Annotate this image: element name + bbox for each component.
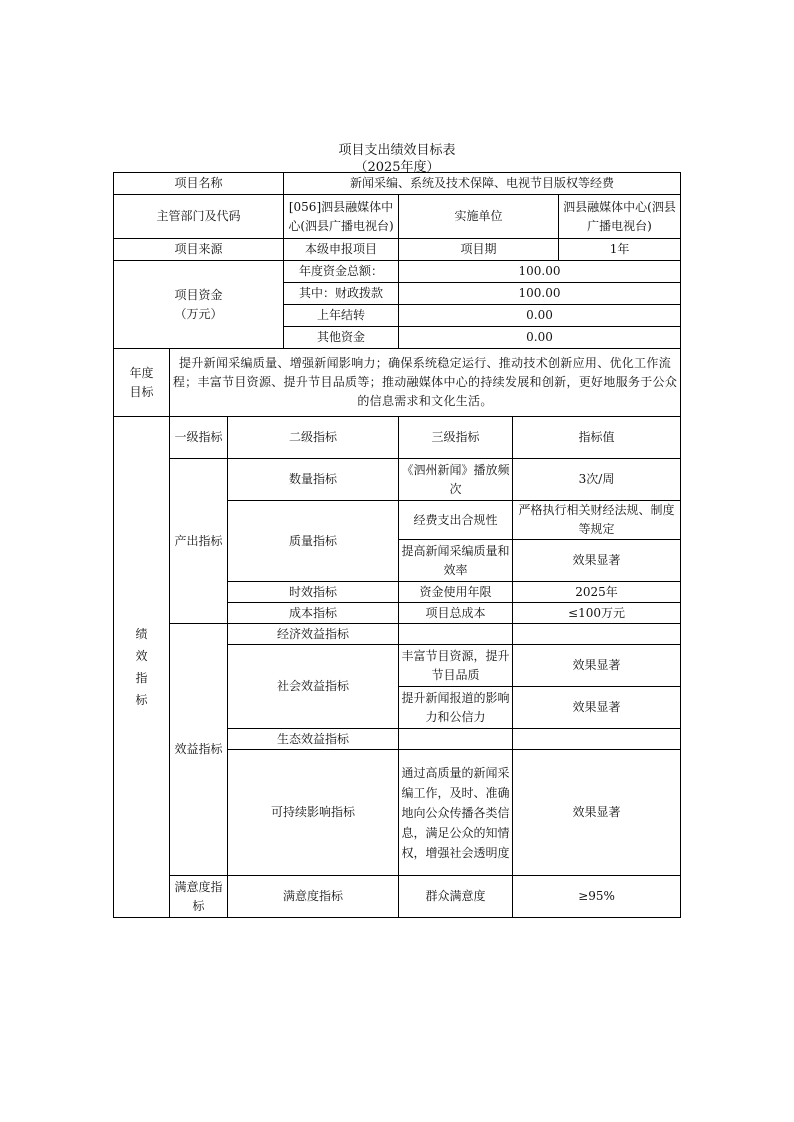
social-value: 效果显著 — [513, 645, 681, 687]
funds-label-cell — [114, 261, 284, 349]
cost-item: 项目总成本 — [399, 603, 513, 624]
header-l1: 一级指标 — [170, 417, 228, 459]
project-name-label: 项目名称 — [114, 173, 284, 195]
project-name-row — [114, 173, 681, 195]
social-item: 丰富节目资源，提升节目品质 — [399, 645, 513, 687]
quality-value: 效果显著 — [513, 540, 681, 582]
funds-fiscal-value: 100.00 — [399, 283, 681, 305]
eco-label: 生态效益指标 — [228, 729, 399, 750]
funds-label: 项目资金 — [174, 287, 223, 302]
table-row — [114, 624, 681, 645]
satisfaction-l2: 满意度指标 — [228, 876, 399, 918]
funds-other-label: 其他资金 — [284, 327, 399, 349]
quality-item: 经费支出合规性 — [399, 501, 513, 540]
source-row — [114, 239, 681, 261]
source-value: 本级申报项目 — [284, 239, 399, 261]
period-value: 1年 — [559, 239, 681, 261]
perf-side-label-cell — [114, 417, 170, 918]
time-value: 2025年 — [513, 582, 681, 603]
goal-label-1: 年度 — [129, 365, 154, 380]
cost-value: ≤100万元 — [513, 603, 681, 624]
funds-carryover-label: 上年结转 — [284, 305, 399, 327]
satisfaction-item: 群众满意度 — [399, 876, 513, 918]
quantity-label: 数量指标 — [228, 459, 399, 501]
impl-label: 实施单位 — [399, 195, 559, 239]
dept-row — [114, 195, 681, 239]
project-name-value: 新闻采编、系统及技术保障、电视节目版权等经费 — [284, 173, 681, 195]
eco-value — [513, 729, 681, 750]
perf-side-char: 绩 — [135, 627, 148, 641]
sustain-item: 通过高质量的新闻采编工作，及时、准确地向公众传播各类信息，满足公众的知情权，增强社会透明度 — [399, 750, 513, 876]
cost-label: 成本指标 — [228, 603, 399, 624]
funds-carryover-value: 0.00 — [399, 305, 681, 327]
social-label: 社会效益指标 — [228, 645, 399, 729]
perf-side-char: 指 — [135, 671, 148, 685]
quality-value: 严格执行相关财经法规、制度等规定 — [513, 501, 681, 540]
funds-row — [114, 261, 681, 283]
perf-side-char: 效 — [135, 649, 148, 663]
perf-header-row — [114, 417, 681, 459]
funds-total-label: 年度资金总额： — [284, 261, 399, 283]
impl-value: 泗县融媒体中心(泗县广播电视台) — [559, 195, 681, 239]
period-label: 项目期 — [399, 239, 559, 261]
goal-label-2: 目标 — [129, 384, 154, 399]
satisfaction-l1: 满意度指标 — [170, 876, 228, 918]
output-label: 产出指标 — [170, 459, 228, 624]
time-item: 资金使用年限 — [399, 582, 513, 603]
header-l3: 三级指标 — [399, 417, 513, 459]
quantity-value: 3次/周 — [513, 459, 681, 501]
quantity-item: 《泗州新闻》播放频次 — [399, 459, 513, 501]
economic-value — [513, 624, 681, 645]
goal-text: 提升新闻采编质量、增强新闻影响力；确保系统稳定运行、推动技术创新应用、优化工作流程；丰富节目资源、提升节目品质等；推动融媒体中心的持续发展和创新，更好地服务于公众的信息需求和文化生活。 — [170, 349, 681, 417]
dept-label: 主管部门及代码 — [114, 195, 284, 239]
table-year: （2025年度） — [354, 160, 440, 175]
header-value: 指标值 — [513, 417, 681, 459]
header-l2: 二级指标 — [228, 417, 399, 459]
funds-other-value: 0.00 — [399, 327, 681, 349]
performance-goal-table — [113, 172, 681, 918]
table-title: 项目支出绩效目标表 — [338, 143, 456, 158]
time-label: 时效指标 — [228, 582, 399, 603]
funds-total-value: 100.00 — [399, 261, 681, 283]
social-value: 效果显著 — [513, 687, 681, 729]
economic-item — [399, 624, 513, 645]
economic-label: 经济效益指标 — [228, 624, 399, 645]
table-row — [114, 459, 681, 501]
funds-unit: （万元） — [174, 306, 223, 321]
quality-item: 提高新闻采编质量和效率 — [399, 540, 513, 582]
table-row — [114, 876, 681, 918]
benefit-label: 效益指标 — [170, 624, 228, 876]
perf-side-char: 标 — [135, 693, 148, 707]
goal-row — [114, 349, 681, 417]
source-label: 项目来源 — [114, 239, 284, 261]
funds-fiscal-label: 其中：财政拨款 — [284, 283, 399, 305]
quality-label: 质量指标 — [228, 501, 399, 582]
satisfaction-value: ≥95% — [513, 876, 681, 918]
social-item: 提升新闻报道的影响力和公信力 — [399, 687, 513, 729]
sustain-label: 可持续影响指标 — [228, 750, 399, 876]
eco-item — [399, 729, 513, 750]
sustain-value: 效果显著 — [513, 750, 681, 876]
goal-label-cell — [114, 349, 170, 417]
dept-value: [056]泗县融媒体中心(泗县广播电视台) — [284, 195, 399, 239]
